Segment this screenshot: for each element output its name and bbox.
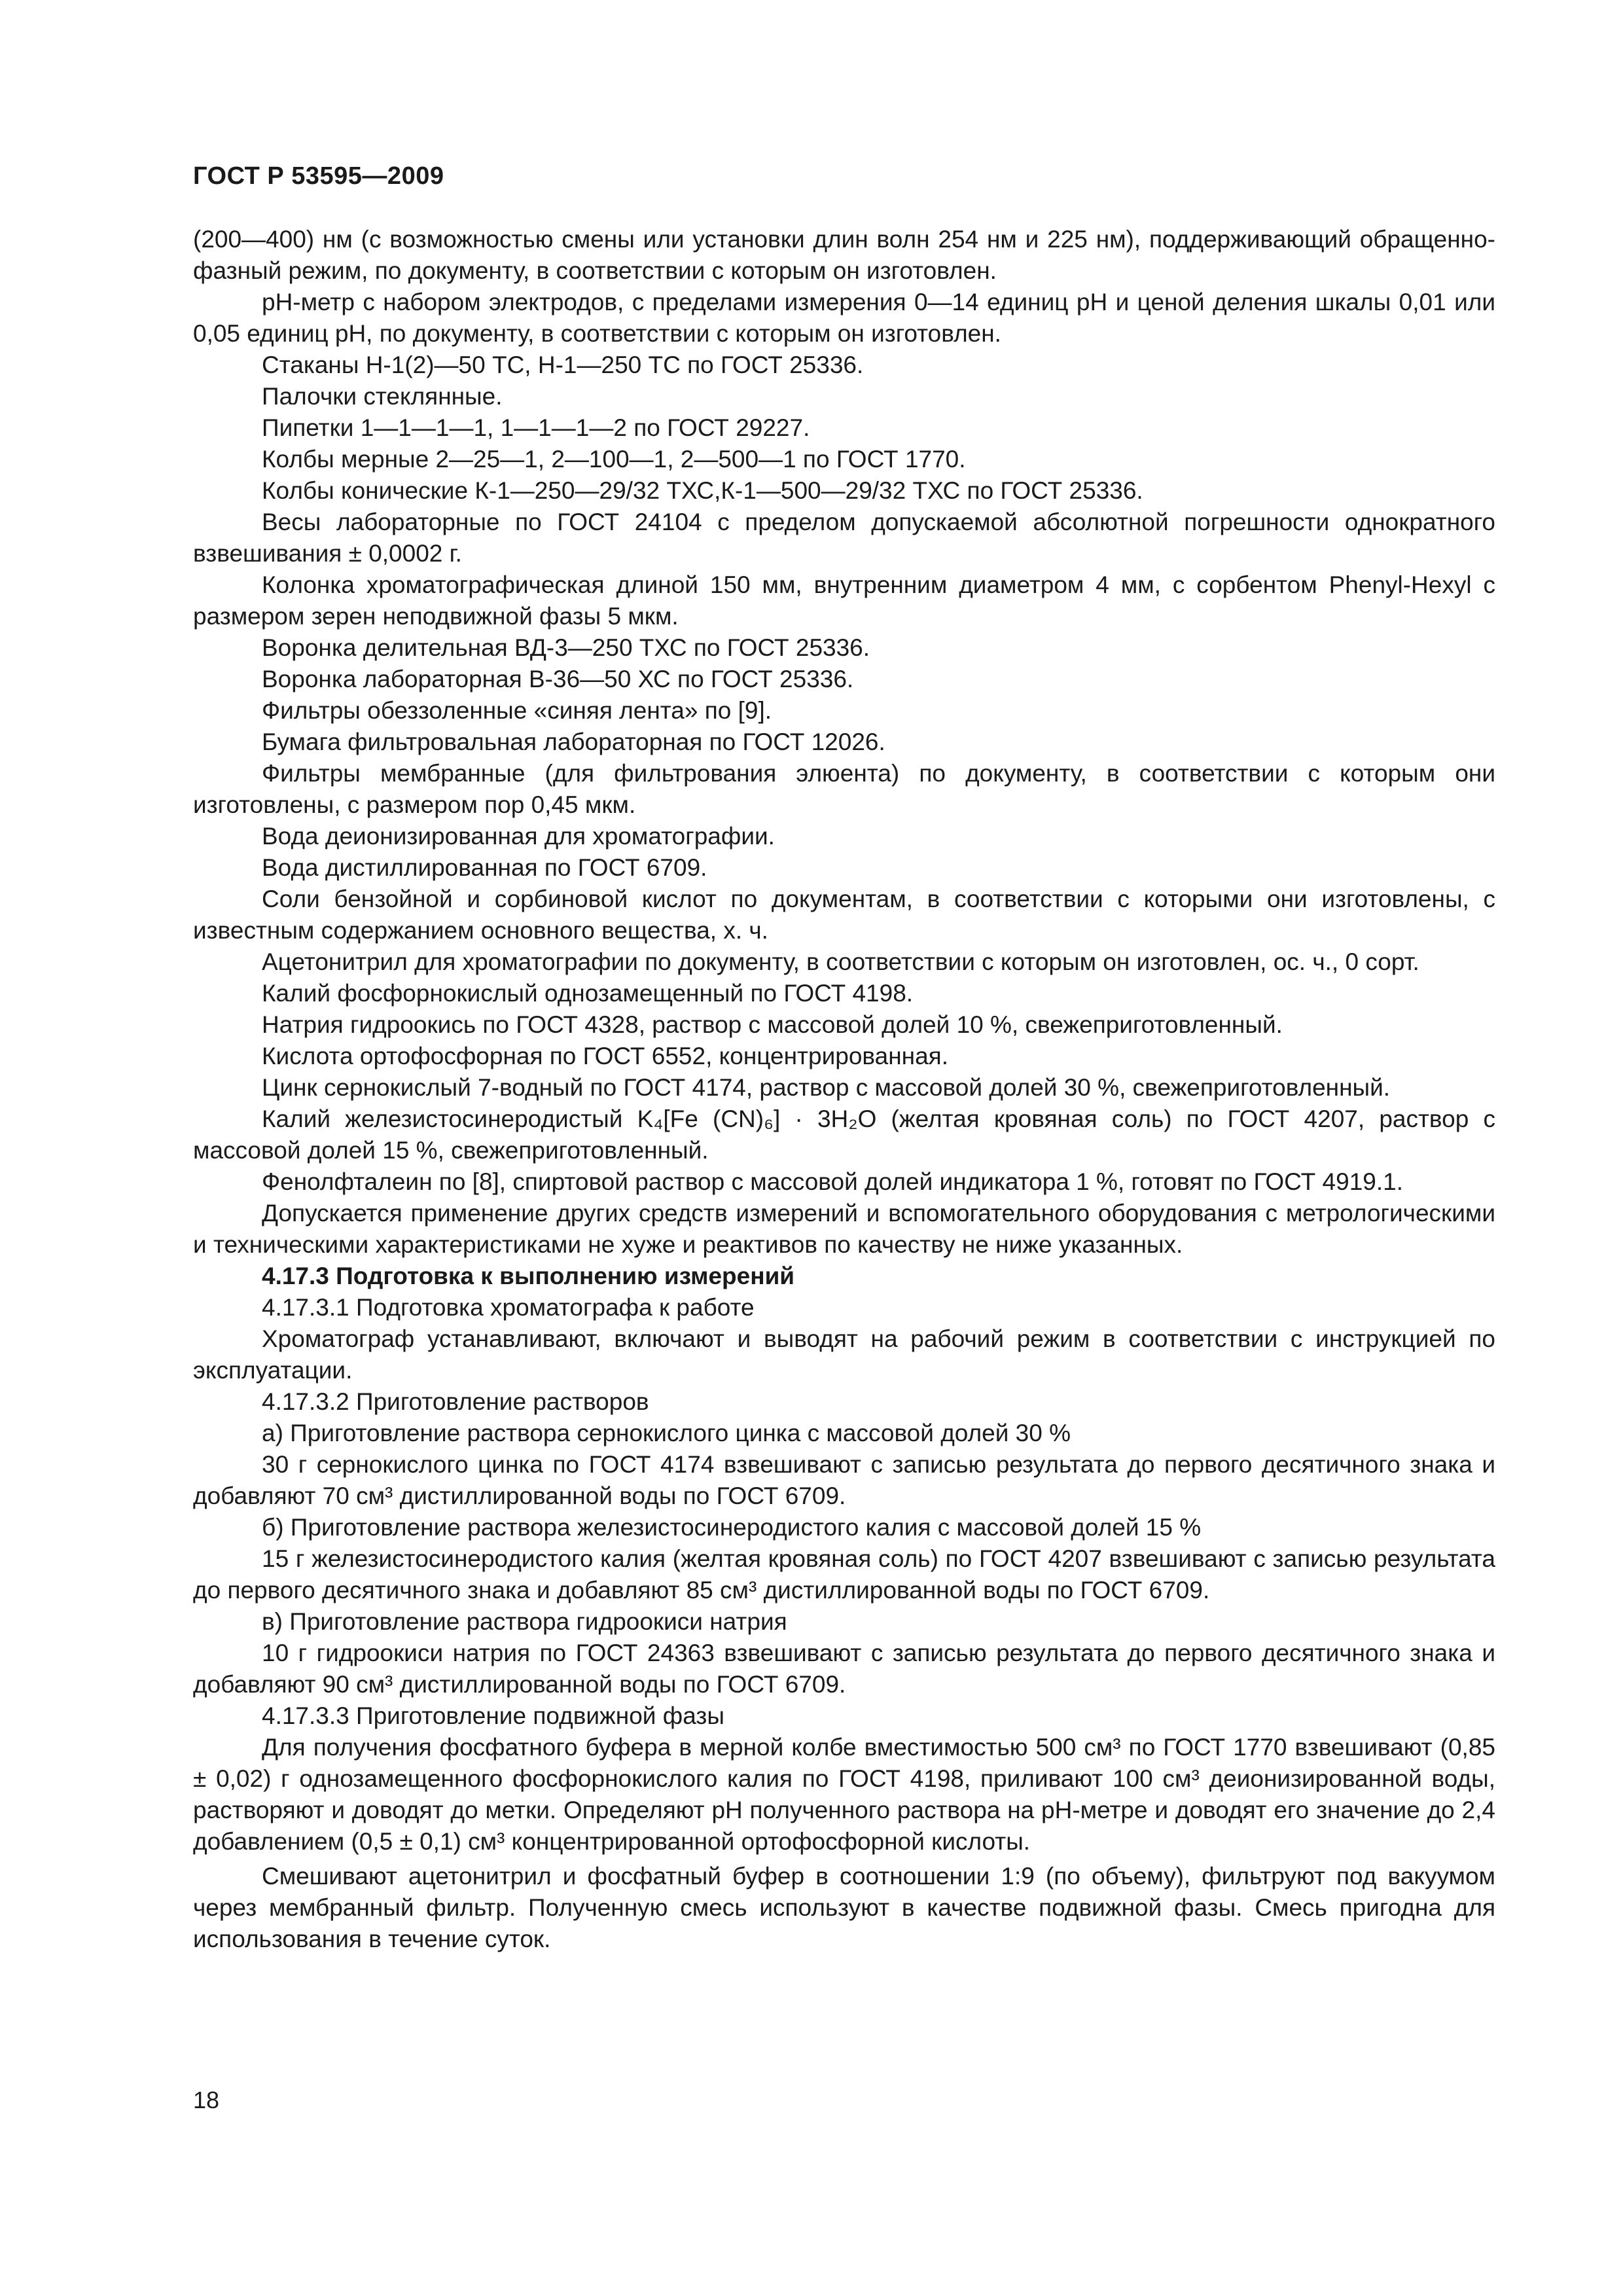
paragraph: Воронка делительная ВД-3—250 ТХС по ГОСТ 25336. <box>262 634 870 661</box>
paragraph: Колбы мерные 2—25—1, 2—100—1, 2—500—1 по ГОСТ 1770. <box>262 446 966 473</box>
paragraph: Ацетонитрил для хроматографии по документу, в соответствии с которым он изготовлен, ос. ч., 0 сорт. <box>262 948 1419 975</box>
page-number: 18 <box>193 2087 220 2113</box>
paragraph: 4.17.3.1 Подготовка хроматографа к работе <box>262 1294 755 1321</box>
paragraph: 30 г сернокислого цинка по ГОСТ 4174 взвешивают с записью результата до первого десятичного знака и добавляют 70 см³ дистиллированной воды по ГОСТ 6709. <box>193 1451 1495 1509</box>
section-heading: 4.17.3 Подготовка к выполнению измерений <box>262 1263 795 1289</box>
paragraph: Вода дистиллированная по ГОСТ 6709. <box>262 854 707 881</box>
paragraph: Вода деионизированная для хроматографии. <box>262 823 775 850</box>
paragraph: Калий фосфорнокислый однозамещенный по ГОСТ 4198. <box>262 980 914 1007</box>
document-header: ГОСТ Р 53595—2009 <box>193 162 444 190</box>
paragraph: (200—400) нм (с возможностью смены или установки длин волн 254 нм и 225 нм), поддерживающий обращенно-фазный режим, по документу, в соответствии с которым он изготовлен. <box>193 226 1495 284</box>
paragraph: Фильтры мембранные (для фильтрования элюента) по документу, в соответствии с которым они изготовлены, с размером пор 0,45 мкм. <box>193 760 1495 818</box>
paragraph: б) Приготовление раствора железистосинеродистого калия с массовой долей 15 % <box>262 1514 1202 1541</box>
paragraph: Натрия гидроокись по ГОСТ 4328, раствор с массовой долей 10 %, свежеприготовленный. <box>262 1011 1283 1038</box>
paragraph: Пипетки 1—1—1—1, 1—1—1—2 по ГОСТ 29227. <box>262 414 810 441</box>
paragraph: Цинк сернокислый 7-водный по ГОСТ 4174, раствор с массовой долей 30 %, свежеприготовленный. <box>262 1074 1391 1101</box>
paragraph: Палочки стеклянные. <box>262 383 503 410</box>
paragraph: 4.17.3.3 Приготовление подвижной фазы <box>262 1702 724 1729</box>
paragraph: а) Приготовление раствора сернокислого цинка с массовой долей 30 % <box>262 1420 1071 1446</box>
paragraph: 10 г гидроокиси натрия по ГОСТ 24363 взвешивают с записью результата до первого десятичного знака и добавляют 90 см³ дистиллированной воды по ГОСТ 6709. <box>193 1640 1495 1698</box>
paragraph: 15 г железистосинеродистого калия (желтая кровяная соль) по ГОСТ 4207 взвешивают с записью результата до первого десятичного знака и добавляют 85 см³ дистиллированной воды по ГОСТ 6709. <box>193 1545 1495 1604</box>
paragraph: Калий железистосинеродистый K₄[Fe (CN)₆] · 3H₂O (желтая кровяная соль) по ГОСТ 4207, раствор с массовой долей 15 %, свежеприготовленный. <box>193 1105 1495 1164</box>
paragraph: Для получения фосфатного буфера в мерной колбе вместимостью 500 см³ по ГОСТ 1770 взвешивают (0,85 ± 0,02) г однозамещенного фосфорнокислого калия по ГОСТ 4198, приливают 100 см³ деионизированной воды, растворяют и доводят до метки. Определяют рН полученного раствора на рН-метре и доводят его значение до 2,4 добавлением (0,5 ± 0,1) см³ концентрированной ортофосфорной кислоты. <box>193 1734 1495 1855</box>
paragraph: Хроматограф устанавливают, включают и выводят на рабочий режим в соответствии с инструкцией по эксплуатации. <box>193 1325 1495 1384</box>
paragraph: Бумага фильтровальная лабораторная по ГОСТ 12026. <box>262 728 885 755</box>
paragraph: в) Приготовление раствора гидроокиси натрия <box>262 1608 787 1635</box>
paragraph: Воронка лабораторная В-36—50 ХС по ГОСТ 25336. <box>262 666 854 692</box>
paragraph: Допускается применение других средств измерений и вспомогательного оборудования с метрологическими и техническими характеристиками не хуже и реактивов по качеству не ниже указанных. <box>193 1200 1495 1258</box>
paragraph: Весы лабораторные по ГОСТ 24104 с пределом допускаемой абсолютной погрешности однократного взвешивания ± 0,0002 г. <box>193 509 1495 567</box>
paragraph: Смешивают ацетонитрил и фосфатный буфер в соотношении 1:9 (по объему), фильтруют под вакуумом через мембранный фильтр. Полученную смесь используют в качестве подвижной фазы. Смесь пригодна для использования в течение суток. <box>193 1863 1495 1952</box>
paragraph: Колбы конические К-1—250—29/32 ТХС,К-1—500—29/32 ТХС по ГОСТ 25336. <box>262 477 1143 504</box>
paragraph: Колонка хроматографическая длиной 150 мм, внутренним диаметром 4 мм, с сорбентом Phenyl-Hexyl с размером зерен неподвижной фазы 5 мкм. <box>193 571 1495 630</box>
paragraph: Фильтры обеззоленные «синяя лента» по [9]. <box>262 697 772 724</box>
paragraph: рН-метр с набором электродов, с пределами измерения 0—14 единиц рН и ценой деления шкалы 0,01 или 0,05 единиц рН, по документу, в соответствии с которым он изготовлен. <box>193 289 1495 347</box>
paragraph: Соли бензойной и сорбиновой кислот по документам, в соответствии с которыми они изготовлены, с известным содержанием основного вещества, х. ч. <box>193 886 1495 944</box>
paragraph: 4.17.3.2 Приготовление растворов <box>262 1388 649 1415</box>
paragraph: Кислота ортофосфорная по ГОСТ 6552, концентрированная. <box>262 1043 948 1069</box>
paragraph: Стаканы Н-1(2)—50 ТС, Н-1—250 ТС по ГОСТ 25336. <box>262 351 864 378</box>
document-body <box>193 224 1495 1955</box>
paragraph: Фенолфталеин по [8], спиртовой раствор с массовой долей индикатора 1 %, готовят по ГОСТ 4919.1. <box>262 1168 1404 1195</box>
